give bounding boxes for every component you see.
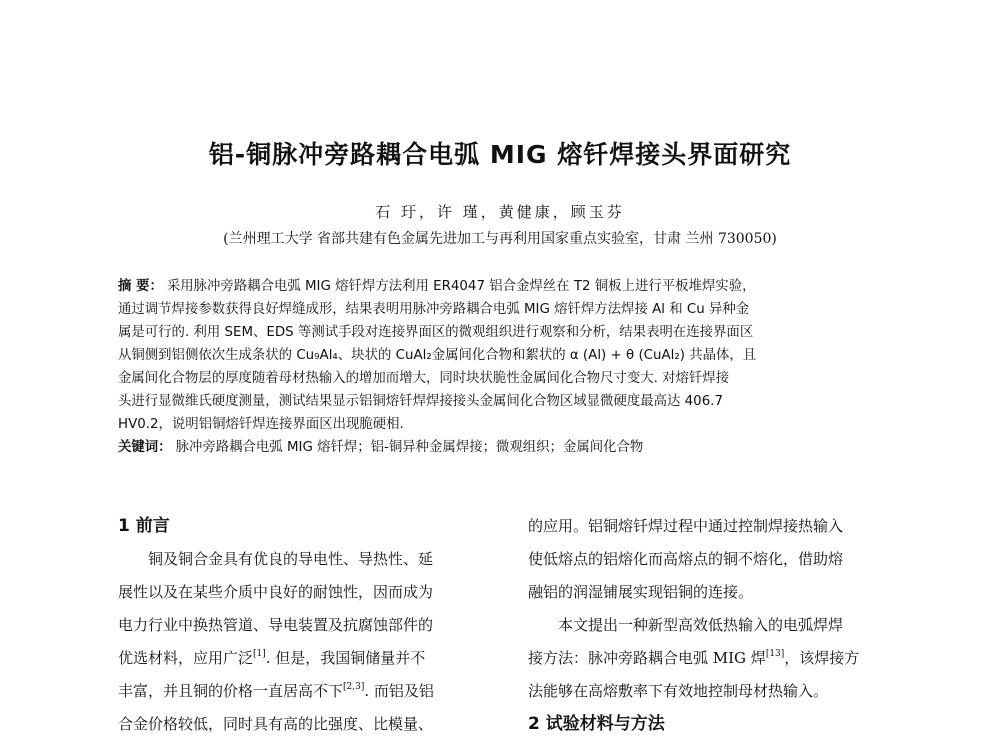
- authors: 石 玗，许 瑾，黄健康，顾玉芬: [375, 203, 625, 221]
- abstract-line: 通过调节焊接参数获得良好焊缝成形，结果表明用脉冲旁路耦合电弧 MIG 熔钎焊方法焊接 Al 和 Cu 异种金: [118, 302, 750, 317]
- body-line: 融铝的润湿铺展实现铝铜的连接。: [528, 583, 754, 601]
- body-text: . 但是，我国铜储量并不: [265, 649, 426, 667]
- keywords: [118, 436, 888, 459]
- body-text: 丰富，并且铜的价格一直居高不下: [118, 682, 344, 700]
- body-text: 接方法：脉冲旁路耦合电弧 MIG 焊: [528, 649, 766, 667]
- abstract: [118, 275, 888, 459]
- abstract-line: 属是可行的. 利用 SEM、EDS 等测试手段对连接界面区的微观组织进行观察和分析，结果表明在连接界面区: [118, 325, 754, 340]
- affiliation: (兰州理工大学 省部共建有色金属先进加工与再利用国家重点实验室，甘肃 兰州 730050): [223, 231, 777, 247]
- citation-ref: [13]: [765, 649, 785, 659]
- body-line: 合金价格较低，同时具有高的比强度、比模量、: [118, 715, 434, 733]
- body-line: [118, 642, 478, 675]
- keywords-label: 关键词：: [118, 440, 172, 455]
- body-line: 电力行业中换热管道、导电装置及抗腐蚀部件的: [118, 616, 434, 634]
- left-column: [118, 510, 478, 741]
- body-text: . 而铝及铝: [364, 682, 434, 700]
- abstract-text: 采用脉冲旁路耦合电弧 MIG 熔钎焊方法利用 ER4047 铝合金焊丝在 T2 铜板上进行平板堆焊实验，: [166, 279, 756, 294]
- body-text: 优选材料，应用广泛: [118, 649, 254, 667]
- paper-title: 铝-铜脉冲旁路耦合电弧 MIG 熔钎焊接头界面研究: [208, 140, 792, 169]
- abstract-line: HV0.2，说明铝铜熔钎焊连接界面区出现脆硬相.: [118, 417, 404, 432]
- body-line: 使低熔点的铝熔化而高熔点的铜不熔化，借助熔: [528, 550, 844, 568]
- keywords-text: 脉冲旁路耦合电弧 MIG 熔钎焊；铝-铜异种金属焊接；微观组织；金属间化合物: [175, 440, 644, 455]
- body-line: 铜及铜合金具有优良的导电性、导热性、延: [148, 550, 434, 568]
- citation-ref: [2,3]: [343, 682, 365, 692]
- abstract-line: 金属间化合物层的厚度随着母材热输入的增加而增大，同时块状脆性金属间化合物尺寸变大. 对熔钎焊接: [118, 371, 730, 386]
- abstract-line: 头进行显微维氏硬度测量，测试结果显示铝铜熔钎焊焊接接头金属间化合物区域显微硬度最高达 406.7: [118, 394, 723, 409]
- body-line: 的应用。铝铜熔钎焊过程中通过控制焊接热输入: [528, 517, 844, 535]
- section-heading-methods: 2 试验材料与方法: [528, 714, 665, 734]
- section-heading-intro: 1 前言: [118, 516, 170, 536]
- citation-ref: [1]: [253, 649, 266, 659]
- body-line: 展性以及在某些介质中良好的耐蚀性，因而成为: [118, 583, 434, 601]
- body-line: [528, 642, 888, 675]
- abstract-line: [118, 275, 888, 298]
- body-line: [118, 675, 478, 708]
- body-line: 本文提出一种新型高效低热输入的电弧焊焊: [558, 616, 844, 634]
- body-line: 法能够在高熔敷率下有效地控制母材热输入。: [528, 682, 829, 700]
- right-column: [528, 510, 888, 741]
- abstract-label: 摘 要：: [118, 279, 163, 294]
- body-text: ，该焊接方: [784, 649, 860, 667]
- abstract-line: 从铜侧到铝侧依次生成条状的 Cu₉Al₄、块状的 CuAl₂金属间化合物和絮状的 α (Al) + θ (CuAl₂) 共晶体，且: [118, 348, 757, 363]
